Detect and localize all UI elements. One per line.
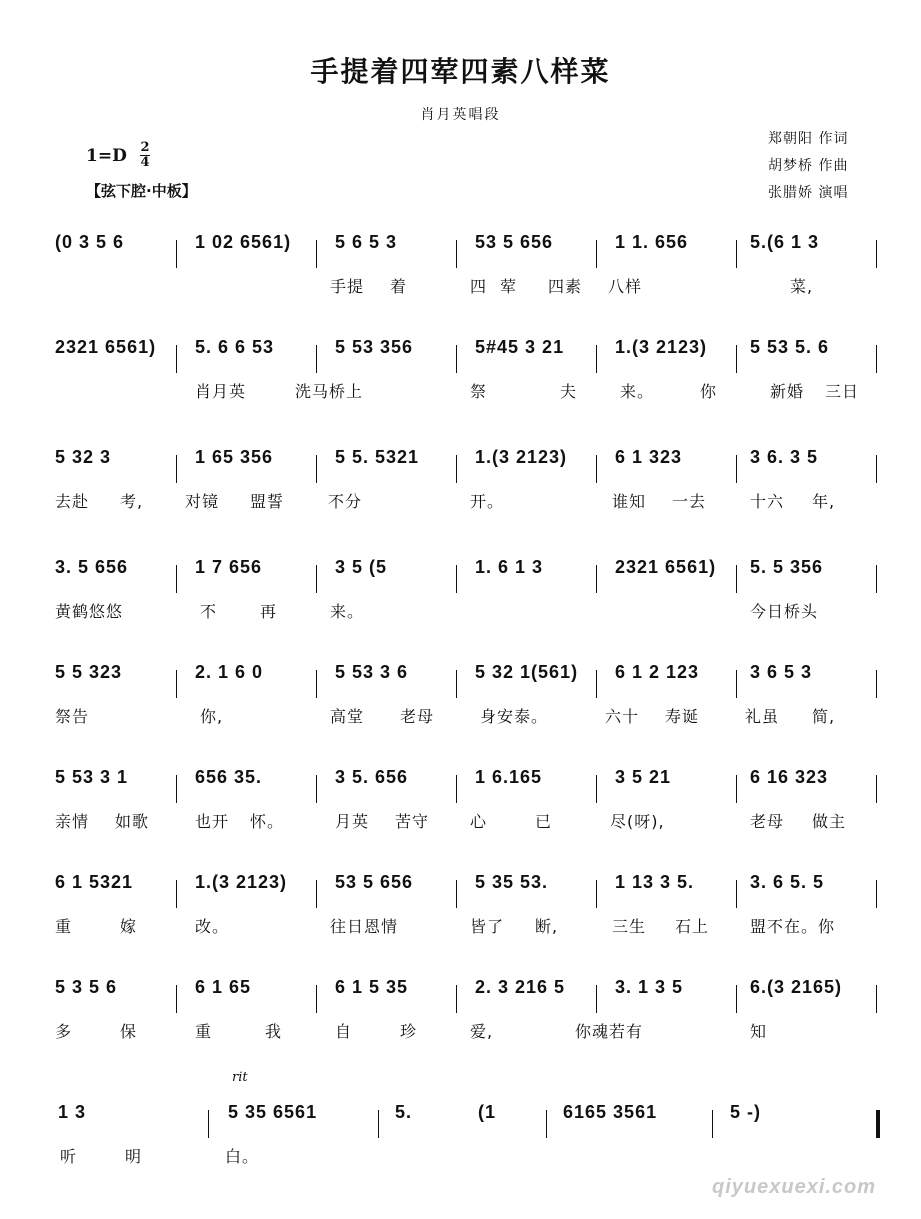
barline bbox=[176, 455, 177, 483]
lyric-text: 来。 bbox=[330, 602, 365, 621]
notation-measure: 1 1. 656 bbox=[615, 232, 689, 252]
barline bbox=[876, 775, 877, 803]
lyric-text: 新婚 bbox=[770, 382, 805, 401]
barline bbox=[316, 985, 317, 1013]
notation-measure: 5 5. 5321 bbox=[335, 447, 420, 467]
barline bbox=[736, 775, 737, 803]
lyric-text: 三日 bbox=[825, 382, 860, 401]
lyric-text: 苦守 bbox=[395, 812, 430, 831]
credit-composer: 胡梦桥 作曲 bbox=[768, 158, 849, 174]
lyric-text: 来。 bbox=[620, 382, 655, 401]
credit-lyricist: 郑朝阳 作词 bbox=[768, 131, 849, 147]
lyric-text: 肖月英 bbox=[195, 382, 247, 401]
lyric-text: 祭告 bbox=[55, 707, 90, 726]
barline bbox=[208, 1110, 209, 1138]
time-signature-bottom: 4 bbox=[140, 155, 150, 170]
notation-measure: (0 3 5 6 bbox=[55, 232, 125, 252]
score-system bbox=[0, 535, 921, 621]
lyric-text: 身安泰。 bbox=[480, 707, 549, 726]
notation-measure: 5 53 3 6 bbox=[335, 662, 409, 682]
lyric-text: 皆了 bbox=[470, 917, 505, 936]
barline bbox=[876, 455, 877, 483]
time-signature-top: 2 bbox=[140, 140, 150, 155]
score-system bbox=[0, 425, 921, 511]
lyric-text: 高堂 bbox=[330, 707, 365, 726]
barline bbox=[456, 240, 457, 268]
lyric-text: 改。 bbox=[195, 917, 230, 936]
notation-measure: 6 1 5321 bbox=[55, 872, 134, 892]
barline bbox=[876, 345, 877, 373]
barline bbox=[736, 455, 737, 483]
barline bbox=[596, 880, 597, 908]
notation-measure: 656 35. bbox=[195, 767, 263, 787]
lyric-text: 珍 bbox=[400, 1022, 418, 1041]
notation-measure: (1 bbox=[478, 1102, 497, 1122]
notation-measure: 3 5 21 bbox=[615, 767, 672, 787]
lyric-text: 手提 bbox=[330, 277, 365, 296]
notation-measure: 1 3 bbox=[58, 1102, 87, 1122]
barline bbox=[456, 985, 457, 1013]
song-subtitle: 肖月英唱段 bbox=[420, 107, 501, 123]
lyric-text: 重 bbox=[195, 1022, 213, 1041]
barline bbox=[876, 985, 877, 1013]
lyric-text: 夫 bbox=[560, 382, 578, 401]
notation-measure: 5 5 323 bbox=[55, 662, 123, 682]
notation-measure: 2. 1 6 0 bbox=[195, 662, 264, 682]
notation-measure: 1.(3 2123) bbox=[615, 337, 708, 357]
notation-measure: 6 1 323 bbox=[615, 447, 683, 467]
notation-measure: 6 1 2 123 bbox=[615, 662, 700, 682]
notation-measure: 1 7 656 bbox=[195, 557, 263, 577]
barline bbox=[736, 565, 737, 593]
lyric-text: 白。 bbox=[225, 1147, 260, 1166]
barline bbox=[876, 565, 877, 593]
score-system bbox=[0, 640, 921, 726]
lyric-text: 盟不在。你 bbox=[750, 917, 836, 936]
lyric-text: 你 bbox=[700, 382, 718, 401]
lyric-text: 再 bbox=[260, 602, 278, 621]
barline bbox=[456, 565, 457, 593]
notation-measure: 5.(6 1 3 bbox=[750, 232, 820, 252]
barline bbox=[736, 345, 737, 373]
lyric-text: 你魂若有 bbox=[575, 1022, 644, 1041]
lyric-text: 往日恩情 bbox=[330, 917, 399, 936]
lyric-text: 三生 bbox=[612, 917, 647, 936]
barline bbox=[378, 1110, 379, 1138]
lyric-text: 做主 bbox=[812, 812, 847, 831]
notation-measure: 5#45 3 21 bbox=[475, 337, 565, 357]
lyric-text: 不 bbox=[200, 602, 218, 621]
score-system bbox=[0, 955, 921, 1041]
lyric-text: 已 bbox=[535, 812, 553, 831]
barline bbox=[456, 455, 457, 483]
lyric-text: 爱, bbox=[470, 1022, 494, 1041]
notation-measure: 5 53 356 bbox=[335, 337, 414, 357]
notation-measure: 2321 6561) bbox=[55, 337, 157, 357]
notation-measure: 53 5 656 bbox=[335, 872, 414, 892]
lyric-text: 断, bbox=[535, 917, 559, 936]
notation-measure: 5 32 3 bbox=[55, 447, 112, 467]
notation-measure: 1 6.165 bbox=[475, 767, 543, 787]
notation-measure: 3 6 5 3 bbox=[750, 662, 813, 682]
barline bbox=[876, 670, 877, 698]
lyric-text: 菜, bbox=[790, 277, 814, 296]
barline bbox=[596, 775, 597, 803]
notation-measure: 3. 5 656 bbox=[55, 557, 129, 577]
barline bbox=[176, 985, 177, 1013]
lyric-text: 亲情 bbox=[55, 812, 90, 831]
lyric-text: 尽(呀), bbox=[610, 812, 665, 831]
lyric-text: 保 bbox=[120, 1022, 138, 1041]
lyric-text: 开。 bbox=[470, 492, 505, 511]
notation-measure: 3 5 (5 bbox=[335, 557, 388, 577]
notation-measure: 5. 5 356 bbox=[750, 557, 824, 577]
lyric-text: 谁知 bbox=[612, 492, 647, 511]
notation-measure: 6165 3561 bbox=[563, 1102, 658, 1122]
notation-measure: 5 53 3 1 bbox=[55, 767, 129, 787]
lyric-text: 老母 bbox=[400, 707, 435, 726]
notation-measure: 1 13 3 5. bbox=[615, 872, 695, 892]
lyric-text: 去赴 bbox=[55, 492, 90, 511]
notation-measure: 5. bbox=[395, 1102, 413, 1122]
lyric-text: 黄鹤悠悠 bbox=[55, 602, 124, 621]
notation-measure: 6 1 65 bbox=[195, 977, 252, 997]
notation-measure: 3. 6 5. 5 bbox=[750, 872, 825, 892]
lyric-text: 心 bbox=[470, 812, 488, 831]
lyric-text: 如歌 bbox=[115, 812, 150, 831]
notation-measure: 6 16 323 bbox=[750, 767, 829, 787]
barline bbox=[316, 240, 317, 268]
barline bbox=[736, 880, 737, 908]
barline bbox=[316, 670, 317, 698]
lyric-text: 石上 bbox=[675, 917, 710, 936]
barline bbox=[876, 1110, 880, 1138]
notation-measure: 5 -) bbox=[730, 1102, 761, 1122]
notation-measure: 1 65 356 bbox=[195, 447, 274, 467]
notation-measure: 5 35 6561 bbox=[228, 1102, 318, 1122]
barline bbox=[736, 240, 737, 268]
barline bbox=[876, 880, 877, 908]
notation-measure: 1 02 6561) bbox=[195, 232, 292, 252]
score-system bbox=[0, 745, 921, 831]
barline bbox=[176, 670, 177, 698]
lyric-text: 听 bbox=[60, 1147, 78, 1166]
lyric-text: 一去 bbox=[672, 492, 707, 511]
lyric-text: 嫁 bbox=[120, 917, 138, 936]
barline bbox=[736, 985, 737, 1013]
notation-measure: 3 6. 3 5 bbox=[750, 447, 819, 467]
notation-measure: 1. 6 1 3 bbox=[475, 557, 544, 577]
notation-measure: 5 32 1(561) bbox=[475, 662, 579, 682]
barline bbox=[456, 880, 457, 908]
barline bbox=[316, 565, 317, 593]
barline bbox=[316, 345, 317, 373]
notation-measure: 5 35 53. bbox=[475, 872, 549, 892]
lyric-text: 知 bbox=[750, 1022, 768, 1041]
barline bbox=[596, 455, 597, 483]
barline bbox=[456, 670, 457, 698]
score-system bbox=[0, 1070, 921, 1166]
key-signature: 1=D bbox=[86, 146, 127, 166]
tempo-marking: 【弦下腔·中板】 bbox=[86, 182, 197, 200]
lyric-text: 明 bbox=[125, 1147, 143, 1166]
lyric-text: 月英 bbox=[335, 812, 370, 831]
lyric-text: 你, bbox=[200, 707, 224, 726]
lyric-text: 四素 bbox=[548, 277, 583, 296]
notation-measure: 6.(3 2165) bbox=[750, 977, 843, 997]
time-signature bbox=[140, 141, 150, 170]
lyric-text: 今日桥头 bbox=[750, 602, 819, 621]
lyric-text: 寿诞 bbox=[665, 707, 700, 726]
lyric-text: 多 bbox=[55, 1022, 73, 1041]
barline bbox=[596, 670, 597, 698]
site-watermark: qiyuexuexi.com bbox=[712, 1176, 877, 1198]
notation-measure: 6 1 5 35 bbox=[335, 977, 409, 997]
barline bbox=[736, 670, 737, 698]
notation-measure: 5 53 5. 6 bbox=[750, 337, 830, 357]
credit-singer: 张腊娇 演唱 bbox=[768, 185, 849, 201]
lyric-text: 六十 bbox=[605, 707, 640, 726]
barline bbox=[596, 565, 597, 593]
lyric-text: 考, bbox=[120, 492, 144, 511]
lyric-text: 我 bbox=[265, 1022, 283, 1041]
barline bbox=[876, 240, 877, 268]
notation-measure: 5 6 5 3 bbox=[335, 232, 398, 252]
score-system bbox=[0, 210, 921, 296]
notation-measure: 3. 1 3 5 bbox=[615, 977, 684, 997]
lyric-text: 重 bbox=[55, 917, 73, 936]
lyric-text: 盟誓 bbox=[250, 492, 285, 511]
score-system bbox=[0, 315, 921, 401]
notation-measure: 3 5. 656 bbox=[335, 767, 409, 787]
lyric-text: 怀。 bbox=[250, 812, 285, 831]
score-system bbox=[0, 850, 921, 936]
lyric-text: 对镜 bbox=[185, 492, 220, 511]
notation-measure: 53 5 656 bbox=[475, 232, 554, 252]
barline bbox=[596, 240, 597, 268]
barline bbox=[176, 240, 177, 268]
barline bbox=[712, 1110, 713, 1138]
lyric-text: 年, bbox=[812, 492, 836, 511]
lyric-text: 自 bbox=[335, 1022, 353, 1041]
lyric-text: 四 bbox=[470, 277, 488, 296]
barline bbox=[596, 345, 597, 373]
notation-measure: 5 3 5 6 bbox=[55, 977, 118, 997]
barline bbox=[316, 775, 317, 803]
barline bbox=[456, 775, 457, 803]
lyric-text: 荤 bbox=[500, 277, 518, 296]
lyric-text: 八样 bbox=[608, 277, 643, 296]
barline bbox=[176, 345, 177, 373]
barline bbox=[176, 775, 177, 803]
song-title: 手提着四荤四素八样菜 bbox=[310, 55, 611, 88]
lyric-text: 老母 bbox=[750, 812, 785, 831]
barline bbox=[316, 880, 317, 908]
notation-measure: 1.(3 2123) bbox=[475, 447, 568, 467]
lyric-text: 礼虽 bbox=[745, 707, 780, 726]
barline bbox=[176, 565, 177, 593]
lyric-text: 祭 bbox=[470, 382, 488, 401]
lyric-text: 不分 bbox=[328, 492, 363, 511]
notation-measure: 2. 3 216 5 bbox=[475, 977, 566, 997]
lyric-text: 着 bbox=[390, 277, 408, 296]
ritardando-marking: rit bbox=[232, 1070, 248, 1085]
barline bbox=[546, 1110, 547, 1138]
lyric-text: 也开 bbox=[195, 812, 230, 831]
lyric-text: 十六 bbox=[750, 492, 785, 511]
barline bbox=[176, 880, 177, 908]
notation-measure: 1.(3 2123) bbox=[195, 872, 288, 892]
barline bbox=[456, 345, 457, 373]
barline bbox=[596, 985, 597, 1013]
notation-measure: 5. 6 6 53 bbox=[195, 337, 275, 357]
lyric-text: 洗马桥上 bbox=[295, 382, 364, 401]
barline bbox=[316, 455, 317, 483]
lyric-text: 简, bbox=[812, 707, 836, 726]
notation-measure: 2321 6561) bbox=[615, 557, 717, 577]
